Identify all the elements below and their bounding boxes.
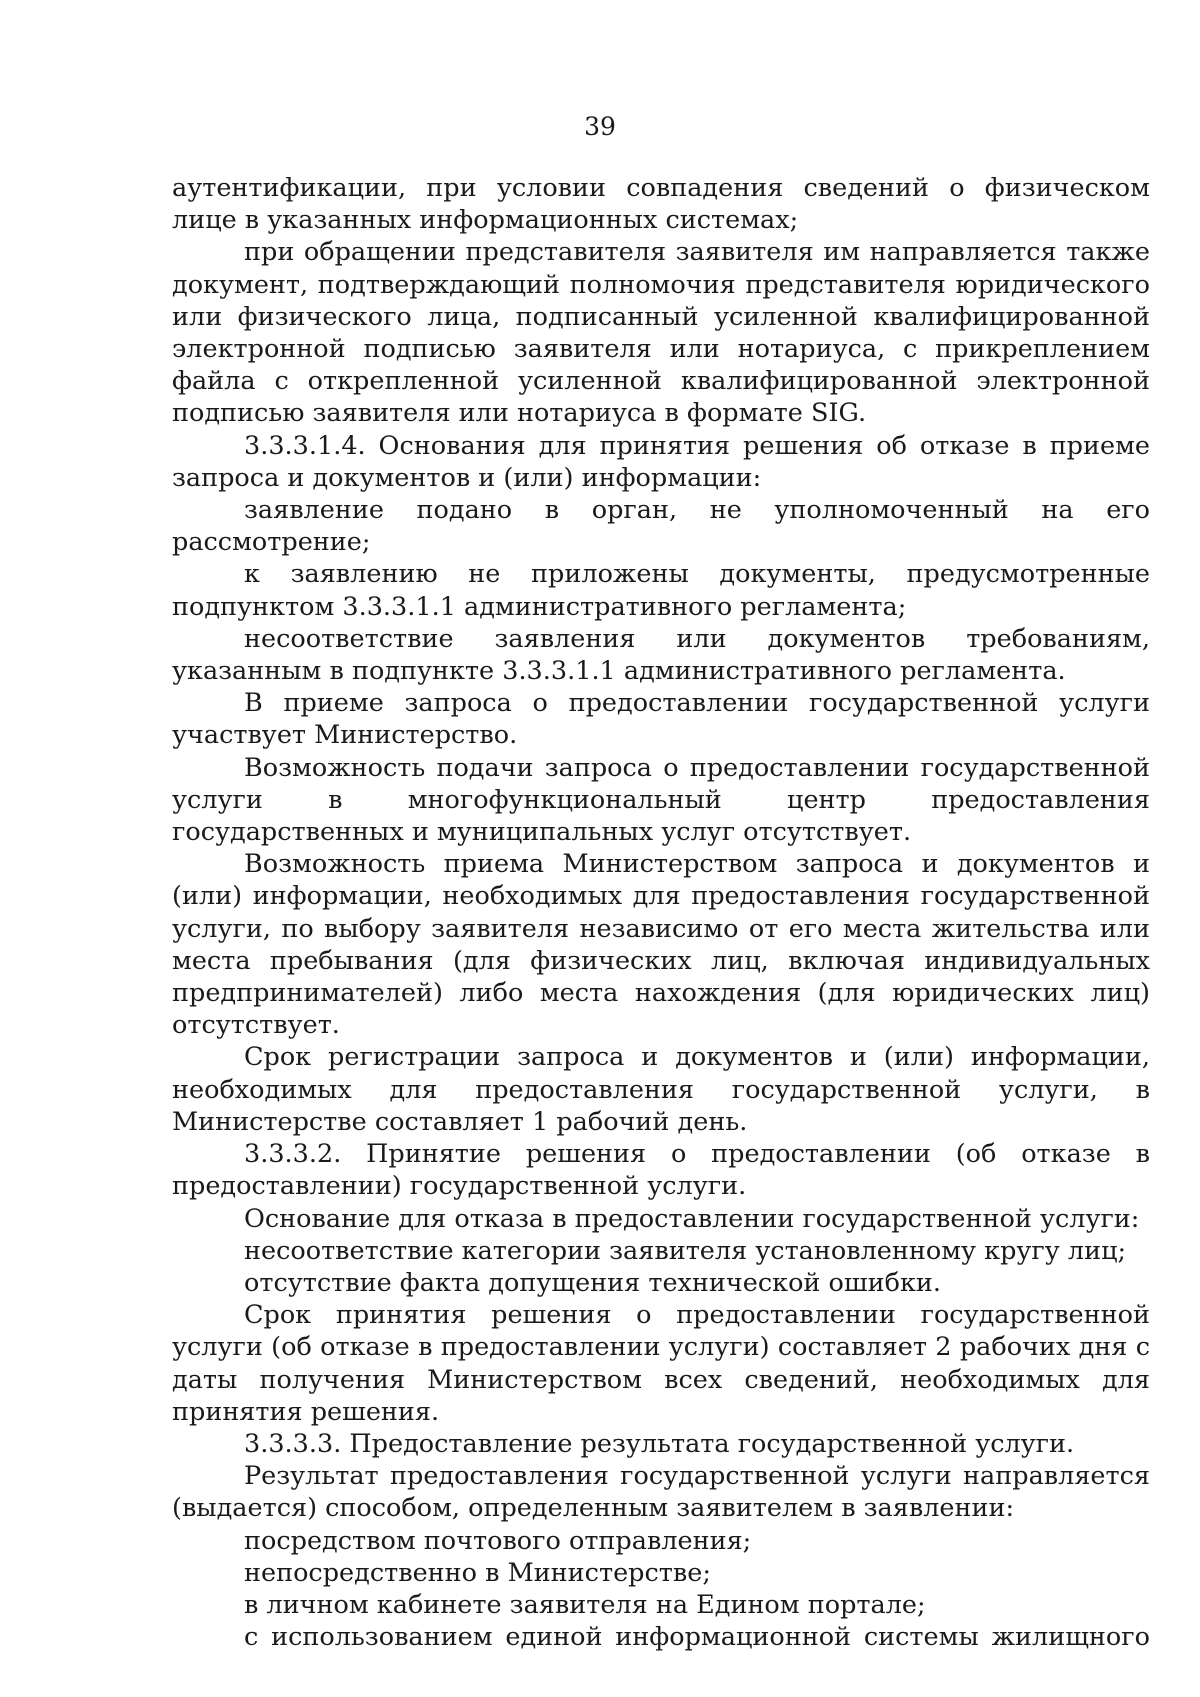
paragraph: несоответствие заявления или документов требованиям, указанным в подпункте 3.3.3.1.1 административного регламента. [172,623,1150,687]
paragraph: Основание для отказа в предоставлении государственной услуги: [244,1203,1140,1234]
paragraph: 3.3.3.1.4. Основания для принятия решения об отказе в приеме запроса и документов и (или) информации: [172,430,1150,493]
paragraph: Срок регистрации запроса и документов и (или) информации, необходимых для предоставления государственной услуги, в Министерстве составляет 1 рабочий день. [172,1042,1150,1137]
paragraph: с использованием единой информационной системы жилищного [244,1622,1150,1653]
paragraph: при обращении представителя заявителя им направляется также документ, подтверждающий полномочия представителя юридического или физического лица, подписанный усиленной квалифицированной электронной подписью заявителя или нотариуса, с прикреплением файла с открепленной усиленной квалифицированной электронной подписью заявителя или нотариуса в формате SIG. [172,237,1150,429]
paragraph: 3.3.3.2. Принятие решения о предоставлении (об отказе в предоставлении) государственной услуги. [172,1139,1150,1202]
paragraph: Результат предоставления государственной услуги направляется (выдается) способом, определенным заявителем в заявлении: [172,1461,1150,1524]
paragraph: несоответствие категории заявителя установленному кругу лиц; [244,1235,1127,1266]
paragraph: Срок принятия решения о предоставлении государственной услуги (об отказе в предоставлении услуги) составляет 2 рабочих дня с даты получения Министерством всех сведений, необходимых для принятия решения. [172,1300,1150,1427]
paragraph: аутентификации, при условии совпадения сведений о физическом лице в указанных информационных системах; [172,173,1150,236]
paragraph: Возможность приема Министерством запроса и документов и (или) информации, необходимых для предоставления государственной услуги, по выбору заявителя независимо от его места жительства или места пребывания (для физических лиц, включая индивидуальных предпринимателей) либо места нахождения (для юридических лиц) отсутствует. [172,849,1150,1041]
paragraph: к заявлению не приложены документы, предусмотренные подпунктом 3.3.3.1.1 административного регламента; [172,559,1150,622]
paragraph: заявление подано в орган, не уполномоченный на его рассмотрение; [172,495,1150,558]
paragraph: Возможность подачи запроса о предоставлении государственной услуги в многофункциональный центр предоставления государственных и муниципальных услуг отсутствует. [172,752,1150,848]
paragraph: 3.3.3.3. Предоставление результата государственной услуги. [244,1428,1075,1459]
paragraph: в личном кабинете заявителя на Едином портале; [244,1589,926,1620]
paragraph: отсутствие факта допущения технической ошибки. [244,1267,941,1298]
paragraph: В приеме запроса о предоставлении государственной услуги участвует Министерство. [172,688,1150,751]
document-body [172,172,1150,1653]
paragraph: непосредственно в Министерстве; [244,1557,711,1588]
paragraph: посредством почтового отправления; [244,1525,752,1556]
page-number: 39 [584,112,616,141]
